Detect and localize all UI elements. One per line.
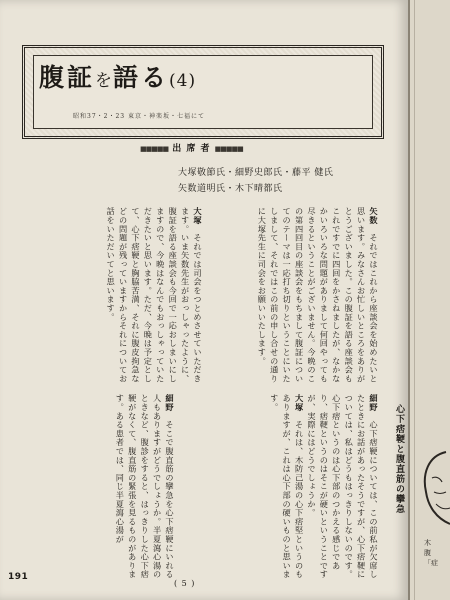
speech-text: そこで腹直筋の攣急を心下痞鞕にいれる人もありますがどうでしょうか。半夏瀉心湯のときなど、腹診をすると、はっきりした心下痞鞕がなくて、腹直筋の緊張を見るものがあります。ある患者では、同じ半夏瀉心湯が [115,394,175,579]
right-page-edge [408,0,450,600]
title-box [22,45,384,139]
speaker-label: 大塚 [193,207,203,225]
page-gutter-line [414,0,415,600]
speaker-label: 細野 [369,394,379,412]
right-page-caption: 木 腹 「症 [424,539,438,567]
speech-text: それではこれから座談会を始めたいと思います。みなさんお忙しいところをありがとうございました。この腹証を語る座談会もこれですでに四回をかさねましたが、なかなかいろいろな問題がありまして何回やっても尽きるということがございません。今晩のこの第四回目の座談会をもちまして腹証についてのテーマは一応打ち切りということにいたしまして、それではこの前の申し合せの通りに大塚先生に司会をお願いいたします。 [257,207,379,384]
article-title [39,58,196,94]
participants-line-2: 矢数道明氏・木下晴都氏 [178,184,283,194]
speech-text: それは、木防己湯の心下痞堅というのもありますが、これは心下部の硬いものと思います。 [269,394,305,579]
title-verb: 語る [113,63,170,92]
section-side-heading: 心下痞鞕と腹直筋の攣急 [394,404,404,514]
body-column-4 [18,394,176,580]
speaker-label: 大塚 [294,394,305,412]
title-main: 腹証 [39,63,96,92]
speaker-label: 矢数 [369,207,379,225]
body-column-1 [210,207,380,391]
title-number: (4) [169,71,197,91]
decorative-dots-right: ■■■■■ [214,145,243,153]
body-column-3 [183,394,380,580]
date-line: 昭和37・2・23 東京・神楽坂・七福にて [73,113,205,120]
page-number: 191 [8,572,29,582]
participants-heading [140,141,243,154]
speech-text: 心下痞鞕については、この前私が欠席したときにお話があったそうですが、心下痞鞕については、私はどうもはっきりしないのです。心下痞というのは心下部のつかえる感じであり、痞鞕というのはそこが硬いということですが、実際にはどうでしょうか。 [306,394,379,579]
speech-text: それでは司会をつとめさせていただきます。いま矢数先生がおっしゃったように、腹証を語る座談会も今回で一応おしまいにしますので、今晩はなんでもおっしゃっていただきたいと思います。ただ、今晩は予定として、心下痞鞕と胸脇苦満、それに腹皮拘急などの問題が残っていますからそれについてお話をいただいてと思います。 [106,207,203,384]
title-particle: を [95,71,114,91]
body-column-2 [18,207,204,391]
decorative-dots-left: ■■■■■ [140,145,169,153]
speaker-label: 細野 [165,394,175,412]
participants-line-1: 大塚敬節氏・細野史郎氏・藤平 健氏 [178,168,334,178]
portrait-illustration [416,448,450,536]
participants-heading-text: 出 席 者 [172,144,211,154]
folio: ( 5 ) [174,579,196,588]
